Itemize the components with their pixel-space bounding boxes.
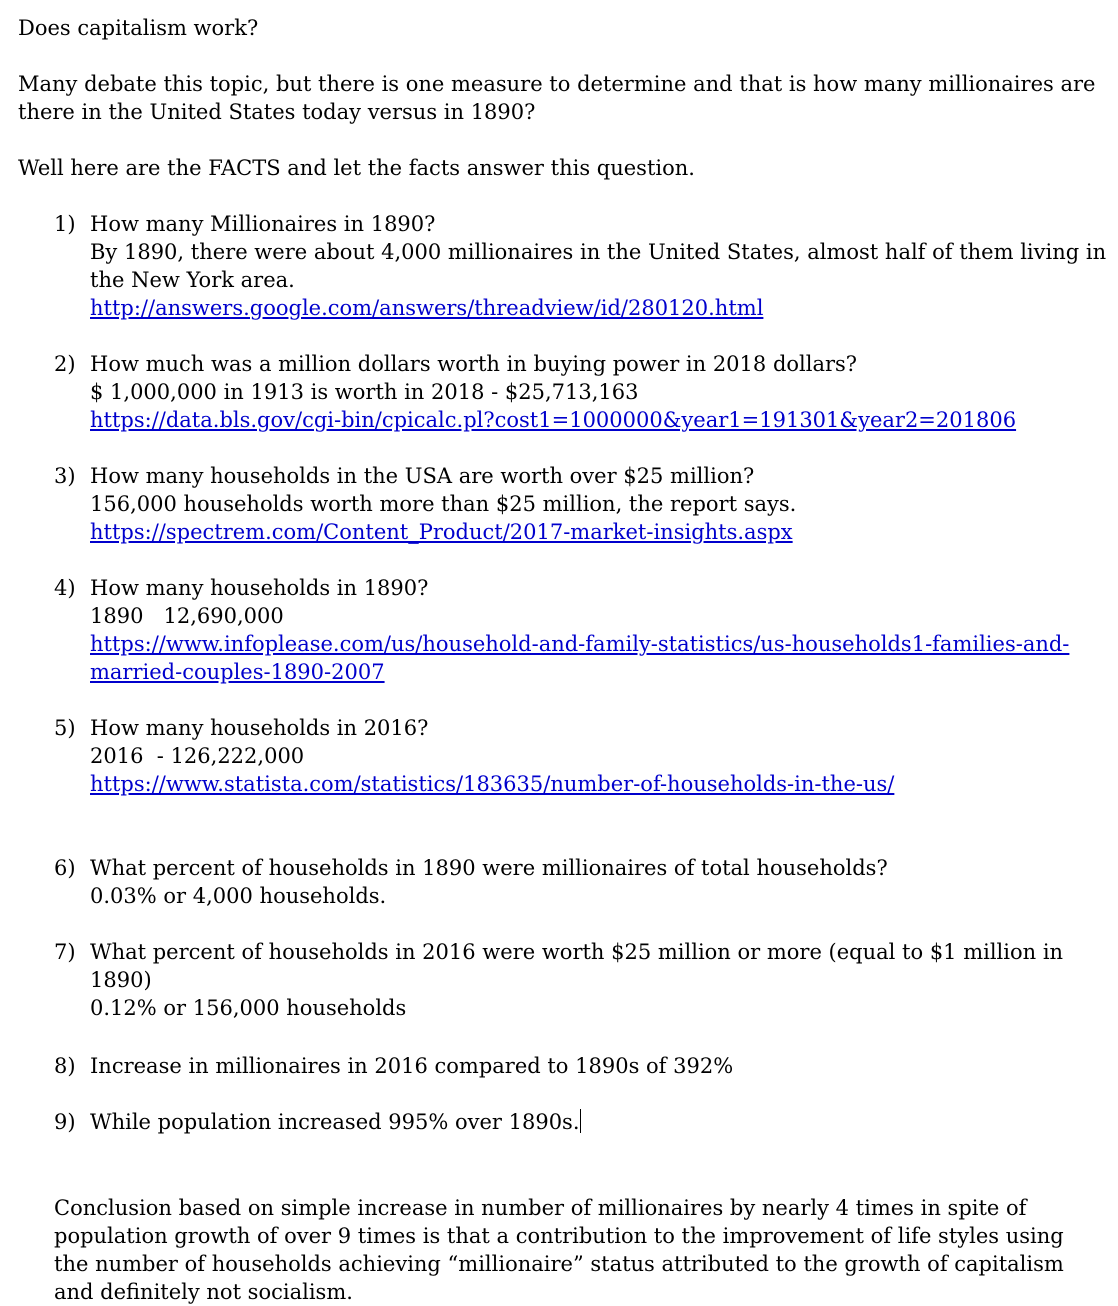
- fact-question: How many households in 1890?: [90, 576, 429, 600]
- fact-question: How many households in the USA are worth over $25 million?: [90, 464, 755, 488]
- document-title: Does capitalism work?: [18, 16, 259, 40]
- facts-list: [18, 210, 1108, 1136]
- fact-source-link[interactable]: http://answers.google.com/answers/threadview/id/280120.html: [90, 296, 764, 320]
- fact-answer: 2016 - 126,222,000: [90, 744, 305, 768]
- fact-answer: 156,000 households worth more than $25 million, the report says.: [90, 492, 797, 516]
- lead-paragraph: Well here are the FACTS and let the facts answer this question.: [18, 156, 695, 180]
- fact-number: 3): [54, 464, 76, 488]
- fact-item-9: [18, 1108, 1108, 1136]
- fact-number: 4): [54, 576, 76, 600]
- fact-item-4: [18, 574, 1108, 686]
- fact-question: While population increased 995% over 1890s.: [90, 1110, 580, 1134]
- fact-number: 6): [54, 856, 76, 880]
- fact-item-8: [18, 1052, 1108, 1080]
- fact-item-6: [18, 854, 1108, 910]
- fact-number: 1): [54, 212, 76, 236]
- fact-number: 8): [54, 1054, 76, 1078]
- fact-answer: 0.12% or 156,000 households: [90, 996, 407, 1020]
- fact-source-link[interactable]: https://data.bls.gov/cgi-bin/cpicalc.pl?cost1=1000000&year1=191301&year2=201806: [90, 408, 1017, 432]
- fact-item-2: [18, 350, 1108, 434]
- fact-answer: By 1890, there were about 4,000 millionaires in the United States, almost half of them living in the New York area.: [90, 240, 1107, 292]
- document-body: [18, 14, 1108, 1306]
- fact-item-1: [18, 210, 1108, 322]
- fact-answer: 0.03% or 4,000 households.: [90, 884, 387, 908]
- fact-question: How many households in 2016?: [90, 716, 429, 740]
- fact-number: 9): [54, 1110, 76, 1134]
- fact-number: 5): [54, 716, 76, 740]
- fact-item-7: [18, 938, 1108, 1022]
- fact-number: 7): [54, 940, 76, 964]
- fact-answer: $ 1,000,000 in 1913 is worth in 2018 - $25,713,163: [90, 380, 639, 404]
- fact-answer: 1890 12,690,000: [90, 604, 284, 628]
- fact-question: What percent of households in 2016 were worth $25 million or more (equal to $1 million in 1890): [90, 940, 1064, 992]
- fact-question: How many Millionaires in 1890?: [90, 212, 436, 236]
- fact-source-link[interactable]: https://spectrem.com/Content_Product/2017-market-insights.aspx: [90, 520, 793, 544]
- fact-number: 2): [54, 352, 76, 376]
- fact-question: How much was a million dollars worth in buying power in 2018 dollars?: [90, 352, 858, 376]
- fact-question: Increase in millionaires in 2016 compared to 1890s of 392%: [90, 1054, 734, 1078]
- text-cursor: [580, 1109, 581, 1133]
- intro-paragraph: Many debate this topic, but there is one measure to determine and that is how many millionaires are there in the United States today versus in 1890?: [18, 72, 1096, 124]
- fact-source-link[interactable]: https://www.infoplease.com/us/household-and-family-statistics/us-households1-families-and-married-couples-1890-2007: [90, 632, 1070, 684]
- conclusion-paragraph: Conclusion based on simple increase in number of millionaires by nearly 4 times in spite of population growth of over 9 times is that a contribution to the improvement of life styles using the number of households achieving “millionaire” status attributed to the growth of capitalism and definitely not socialism.: [54, 1196, 1064, 1304]
- fact-question: What percent of households in 1890 were millionaires of total households?: [90, 856, 888, 880]
- fact-source-link[interactable]: https://www.statista.com/statistics/183635/number-of-households-in-the-us/: [90, 772, 895, 796]
- fact-item-3: [18, 462, 1108, 546]
- fact-item-5: [18, 714, 1108, 798]
